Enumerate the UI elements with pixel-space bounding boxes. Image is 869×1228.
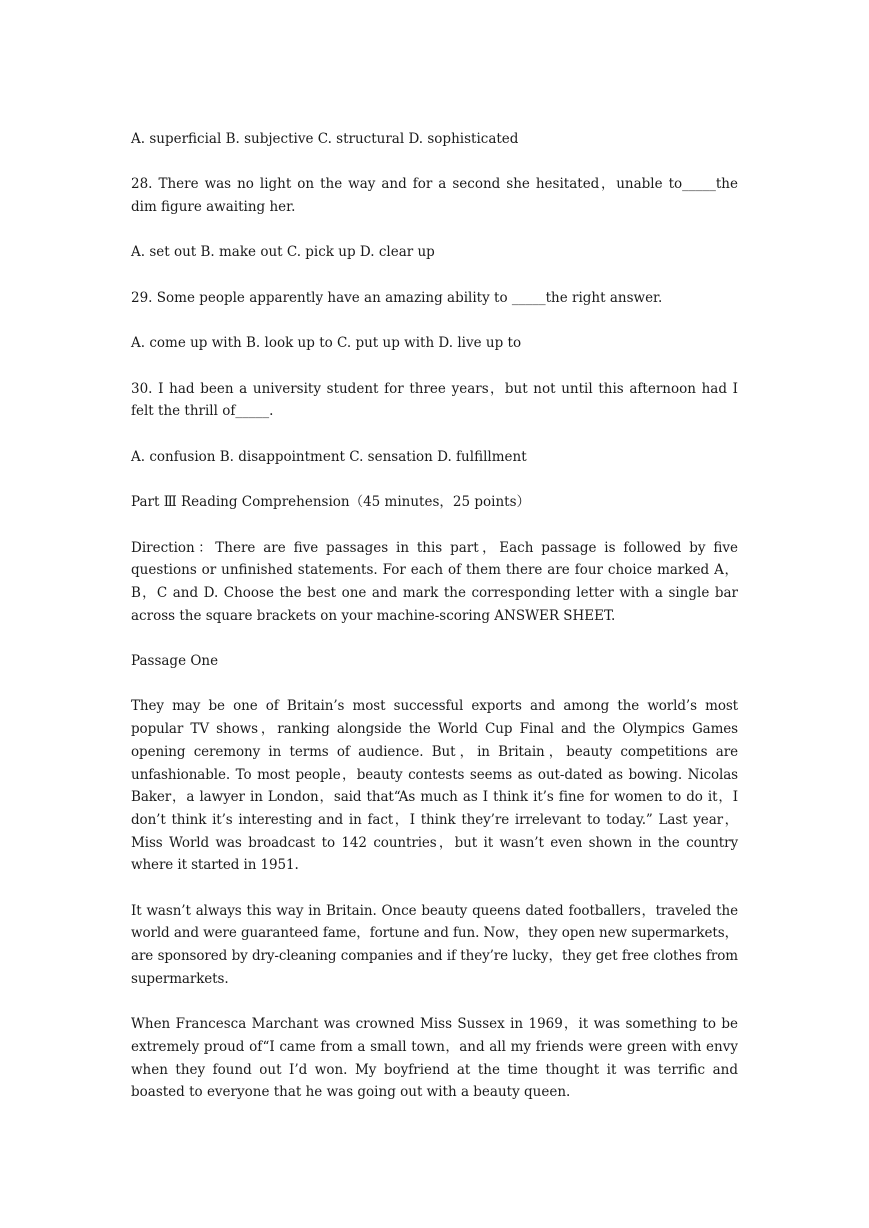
- document-page: [131, 128, 738, 1127]
- question-29: 29. Some people apparently have an amazing ability to _____the right answer.: [131, 289, 663, 306]
- passage-paragraph-3: When Francesca Marchant was crowned Miss Sussex in 1969，it was something to be extremely proud of“I came from a small town，and all my friends were green with envy when they found out I’d won. My boyfriend at the time thought it was terrific and boasted to everyone that he was going out with a beauty queen.: [131, 1016, 738, 1101]
- section-heading-part-3: Part Ⅲ Reading Comprehension（45 minutes，25 points）: [131, 494, 531, 511]
- passage-paragraph-2: It wasn’t always this way in Britain. Once beauty queens dated footballers，traveled the world and were guaranteed fame，fortune and fun. Now，they open new supermarkets，are sponsored by dry-cleaning companies and if they’re lucky，they get free clothes from supermarkets.: [131, 902, 738, 987]
- passage-paragraph-1: They may be one of Britain’s most successful exports and among the world’s most popular TV shows，ranking alongside the World Cup Final and the Olympics Games opening ceremony in terms of audience. But，in Britain，beauty competitions are unfashionable. To most people，beauty contests seems as out-dated as bowing. Nicolas Baker，a lawyer in London，said that“As much as I think it’s fine for women to do it，I don’t think it’s interesting and in fact，I think they’re irrelevant to today.” Last year，Miss World was broadcast to 142 countries，but it wasn’t even shown in the country where it started in 1951.: [131, 698, 738, 874]
- question-30: 30. I had been a university student for three years，but not until this afternoon had I felt the thrill of_____.: [131, 380, 738, 420]
- answer-options-q27: A. superficial B. subjective C. structural D. sophisticated: [131, 131, 519, 147]
- question-28: 28. There was no light on the way and for a second she hesitated，unable to_____the dim figure awaiting her.: [131, 176, 738, 216]
- answer-options-q29: A. come up with B. look up to C. put up with D. live up to: [131, 335, 522, 352]
- passage-one-heading: Passage One: [131, 653, 219, 670]
- answer-options-q30: A. confusion B. disappointment C. sensation D. fulfillment: [131, 448, 527, 465]
- answer-options-q28: A. set out B. make out C. pick up D. clear up: [131, 244, 435, 261]
- directions-paragraph: Direction：There are five passages in this part，Each passage is followed by five questions or unfinished statements. For each of them there are four choice marked A，B，C and D. Choose the best one and mark the corresponding letter with a single bar across the square brackets on your machine-scoring ANSWER SHEET.: [131, 539, 738, 624]
